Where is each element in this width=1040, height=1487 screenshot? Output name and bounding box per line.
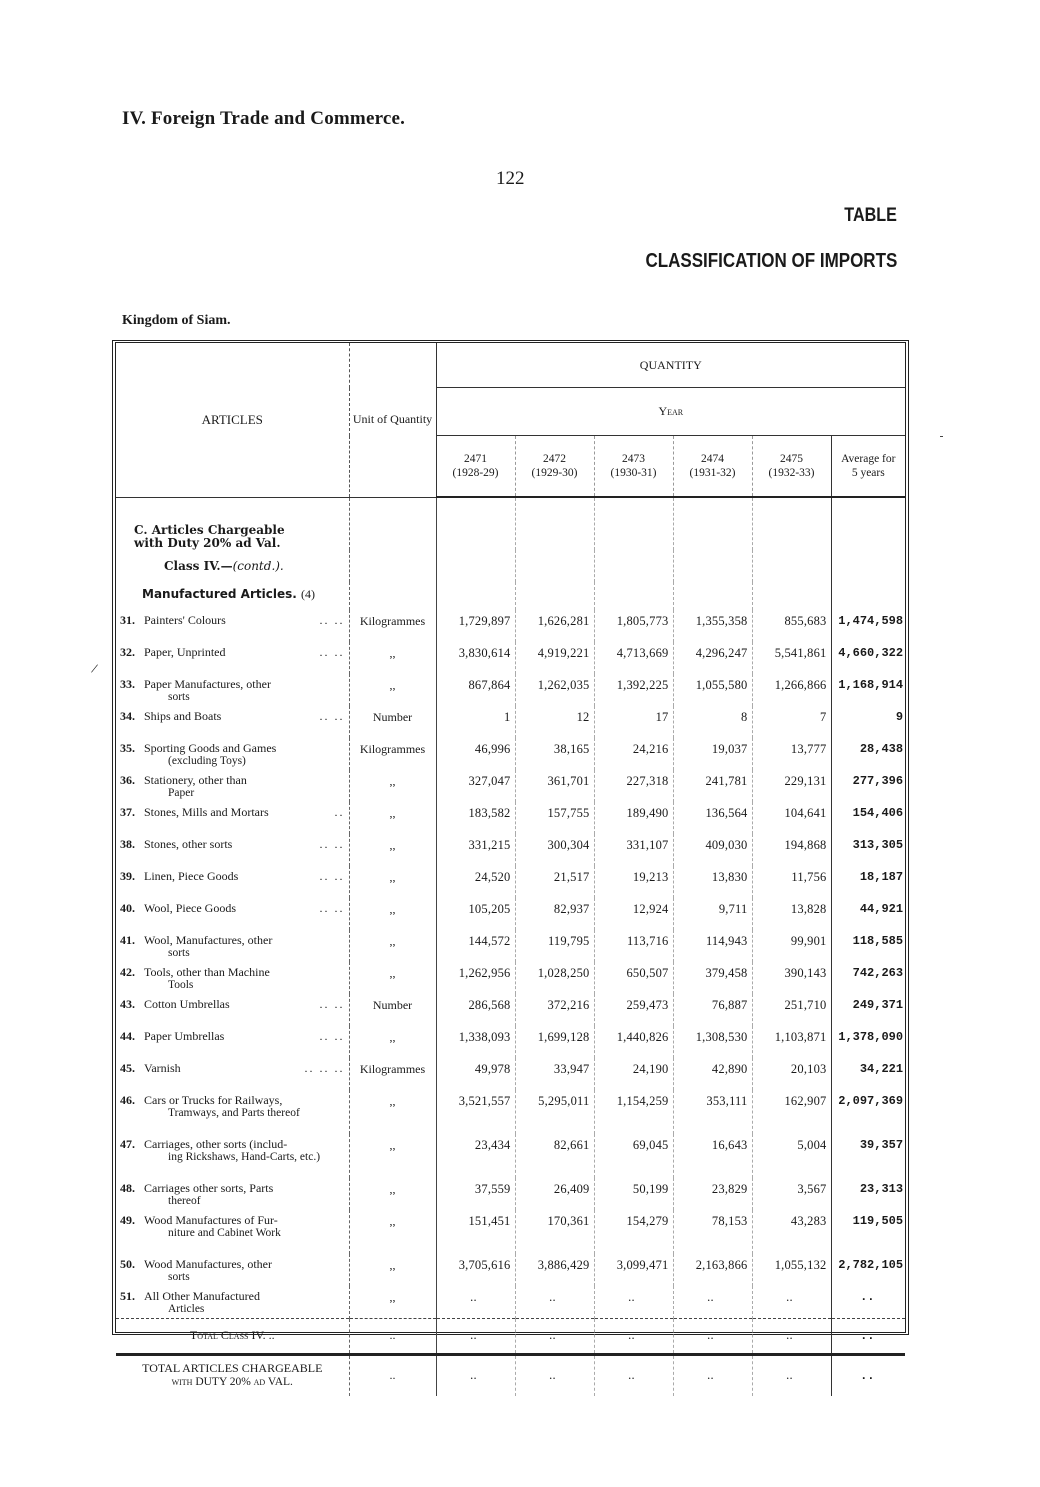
margin-speck — [940, 436, 943, 437]
average-cell: 39,357 — [831, 1134, 905, 1178]
quantity-cell: 17 — [594, 706, 673, 738]
article-name: Cars or Trucks for Railways, — [144, 1092, 283, 1107]
unit-cell: ,, — [349, 1210, 436, 1254]
article-name: Paper Umbrellas — [144, 1028, 225, 1043]
quantity-cell: 361,701 — [515, 770, 594, 802]
leader-dots: .. — [334, 804, 345, 819]
quantity-cell: 50,199 — [594, 1178, 673, 1210]
quantity-cell: 19,213 — [594, 866, 673, 898]
article-cell — [116, 706, 349, 738]
article-cell — [116, 738, 349, 770]
unit-cell: ,, — [349, 642, 436, 674]
leader-dots: .. .. — [319, 708, 345, 723]
unit-cell: ,, — [349, 1090, 436, 1134]
quantity-cell: 241,781 — [673, 770, 752, 802]
table-row — [116, 674, 905, 706]
article-number: 51. — [120, 1288, 135, 1303]
article-cell — [116, 610, 349, 642]
table-row — [116, 1026, 905, 1058]
article-name: Paper, Unprinted — [144, 644, 226, 659]
grand-total-row — [116, 1354, 905, 1396]
quantity-cell: 13,830 — [673, 866, 752, 898]
quantity-cell: 104,641 — [752, 802, 831, 834]
quantity-cell: 3,886,429 — [515, 1254, 594, 1286]
article-number: 32. — [120, 644, 135, 659]
quantity-cell: 1,308,530 — [673, 1026, 752, 1058]
average-cell: 34,221 — [831, 1058, 905, 1090]
quantity-cell: 194,868 — [752, 834, 831, 866]
article-number: 34. — [120, 708, 135, 723]
quantity-cell: 99,901 — [752, 930, 831, 962]
quantity-cell: 43,283 — [752, 1210, 831, 1254]
average-cell: 23,313 — [831, 1178, 905, 1210]
table-row — [116, 610, 905, 642]
quantity-cell: 33,947 — [515, 1058, 594, 1090]
quantity-cell: 183,582 — [436, 802, 515, 834]
unit-cell: ,, — [349, 866, 436, 898]
quantity-cell: 300,304 — [515, 834, 594, 866]
quantity-cell: 13,777 — [752, 738, 831, 770]
quantity-cell: 114,943 — [673, 930, 752, 962]
quantity-cell: 3,705,616 — [436, 1254, 515, 1286]
quantity-cell: .. — [515, 1286, 594, 1319]
article-number: 39. — [120, 868, 135, 883]
quantity-cell: 1,055,132 — [752, 1254, 831, 1286]
quantity-cell: 38,165 — [515, 738, 594, 770]
table-row — [116, 770, 905, 802]
table-row — [116, 1058, 905, 1090]
article-name-continued: sorts — [168, 946, 190, 959]
total-class-value: .. — [436, 1318, 515, 1354]
article-cell — [116, 1134, 349, 1178]
quantity-cell: 1,262,956 — [436, 962, 515, 994]
article-name: Stones, Mills and Mortars — [144, 804, 269, 819]
unit-cell: ,, — [349, 770, 436, 802]
average-cell: 44,921 — [831, 898, 905, 930]
quantity-cell: 154,279 — [594, 1210, 673, 1254]
article-number: 38. — [120, 836, 135, 851]
quantity-cell: 170,361 — [515, 1210, 594, 1254]
average-cell: 1,474,598 — [831, 610, 905, 642]
article-cell — [116, 1058, 349, 1090]
article-name-continued: Paper — [168, 786, 195, 799]
quantity-cell: 20,103 — [752, 1058, 831, 1090]
quantity-cell: 867,864 — [436, 674, 515, 706]
leader-dots: .. .. — [319, 996, 345, 1011]
leader-dots: .. .. — [319, 1028, 345, 1043]
leader-dots: .. .. .. — [304, 1060, 345, 1075]
quantity-cell: 229,131 — [752, 770, 831, 802]
article-name: Varnish — [144, 1060, 181, 1075]
table-row — [116, 1254, 905, 1286]
quantity-cell: 189,490 — [594, 802, 673, 834]
article-number: 31. — [120, 612, 135, 627]
unit-cell: Kilogrammes — [349, 738, 436, 770]
quantity-cell: 4,296,247 — [673, 642, 752, 674]
quantity-cell: 227,318 — [594, 770, 673, 802]
article-number: 42. — [120, 964, 135, 979]
header-year-col: 2475 (1932-33) — [752, 436, 831, 498]
article-name: Wood Manufactures of Fur- — [144, 1212, 278, 1227]
quantity-cell: 4,919,221 — [515, 642, 594, 674]
quantity-cell: 3,521,557 — [436, 1090, 515, 1134]
leader-dots: .. .. — [319, 900, 345, 915]
article-cell — [116, 834, 349, 866]
article-name-continued: niture and Cabinet Work — [168, 1226, 281, 1239]
grand-total-value: .. — [673, 1354, 752, 1396]
header-articles: ARTICLES — [116, 343, 349, 497]
quantity-cell: 19,037 — [673, 738, 752, 770]
unit-cell: ,, — [349, 1026, 436, 1058]
quantity-cell: 82,937 — [515, 898, 594, 930]
quantity-cell: 1,262,035 — [515, 674, 594, 706]
quantity-cell: 144,572 — [436, 930, 515, 962]
quantity-cell: 82,661 — [515, 1134, 594, 1178]
quantity-cell: 251,710 — [752, 994, 831, 1026]
article-cell — [116, 962, 349, 994]
article-number: 33. — [120, 676, 135, 691]
class-heading: Class IV.—(contd.). — [116, 550, 349, 582]
average-cell: 2,097,369 — [831, 1090, 905, 1134]
average-cell: 313,305 — [831, 834, 905, 866]
quantity-cell: 42,890 — [673, 1058, 752, 1090]
article-name-continued: ing Rickshaws, Hand-Carts, etc.) — [168, 1150, 321, 1163]
header-average: Average for 5 years — [831, 436, 905, 498]
quantity-cell: 1,103,871 — [752, 1026, 831, 1058]
unit-cell: ,, — [349, 802, 436, 834]
region-label: Kingdom of Siam. — [122, 313, 231, 328]
article-name-continued: Tramways, and Parts thereof — [168, 1106, 300, 1119]
article-name: Sporting Goods and Games — [144, 740, 277, 755]
article-name: Carriages other sorts, Parts — [144, 1180, 274, 1195]
total-class-value: .. — [752, 1318, 831, 1354]
article-cell — [116, 770, 349, 802]
article-cell — [116, 1178, 349, 1210]
table-row — [116, 866, 905, 898]
header-year-col: 2472 (1929-30) — [515, 436, 594, 498]
quantity-cell: 162,907 — [752, 1090, 831, 1134]
average-cell: 9 — [831, 706, 905, 738]
quantity-cell: .. — [752, 1286, 831, 1319]
article-name: All Other Manufactured — [144, 1288, 260, 1303]
quantity-cell: 46,996 — [436, 738, 515, 770]
table-row — [116, 738, 905, 770]
quantity-cell: .. — [436, 1286, 515, 1319]
quantity-cell: 1,028,250 — [515, 962, 594, 994]
quantity-cell: 8 — [673, 706, 752, 738]
quantity-cell: 76,887 — [673, 994, 752, 1026]
quantity-cell: 372,216 — [515, 994, 594, 1026]
quantity-cell: 855,683 — [752, 610, 831, 642]
table-row — [116, 1210, 905, 1254]
section-title: IV. Foreign Trade and Commerce. — [122, 108, 406, 129]
imports-table — [116, 343, 905, 1396]
average-cell: 1,378,090 — [831, 1026, 905, 1058]
article-number: 49. — [120, 1212, 135, 1227]
leader-dots: .. .. — [319, 612, 345, 627]
table-row — [116, 706, 905, 738]
header-quantity: QUANTITY — [436, 343, 905, 388]
article-number: 37. — [120, 804, 135, 819]
table-row — [116, 898, 905, 930]
total-class-label: Total Class IV. .. — [116, 1318, 349, 1354]
article-name-continued: (excluding Toys) — [168, 754, 246, 767]
quantity-cell: 69,045 — [594, 1134, 673, 1178]
article-number: 36. — [120, 772, 135, 787]
unit-cell: Kilogrammes — [349, 610, 436, 642]
quantity-cell: 1,699,128 — [515, 1026, 594, 1058]
quantity-cell: 151,451 — [436, 1210, 515, 1254]
quantity-cell: 1,266,866 — [752, 674, 831, 706]
quantity-cell: 650,507 — [594, 962, 673, 994]
table-row — [116, 1090, 905, 1134]
article-name-continued: sorts — [168, 1270, 190, 1283]
quantity-cell: 37,559 — [436, 1178, 515, 1210]
grand-total-value: .. — [594, 1354, 673, 1396]
total-class-unit: .. — [349, 1318, 436, 1354]
article-cell — [116, 674, 349, 706]
article-number: 40. — [120, 900, 135, 915]
total-class-value: .. — [515, 1318, 594, 1354]
quantity-cell: 1,440,826 — [594, 1026, 673, 1058]
quantity-cell: 286,568 — [436, 994, 515, 1026]
quantity-cell: 1,805,773 — [594, 610, 673, 642]
header-unit-of-quantity: Unit of Quantity — [349, 343, 436, 497]
article-number: 48. — [120, 1180, 135, 1195]
margin-tick-mark: / — [89, 661, 99, 678]
average-cell: 119,505 — [831, 1210, 905, 1254]
average-cell: 154,406 — [831, 802, 905, 834]
quantity-cell: 1,626,281 — [515, 610, 594, 642]
quantity-cell: 5,541,861 — [752, 642, 831, 674]
quantity-cell: 1,355,358 — [673, 610, 752, 642]
quantity-cell: .. — [673, 1286, 752, 1319]
article-cell — [116, 642, 349, 674]
quantity-cell: 331,215 — [436, 834, 515, 866]
quantity-cell: 379,458 — [673, 962, 752, 994]
quantity-cell: 353,111 — [673, 1090, 752, 1134]
average-cell: 18,187 — [831, 866, 905, 898]
unit-cell: ,, — [349, 930, 436, 962]
quantity-cell: 1,154,259 — [594, 1090, 673, 1134]
quantity-cell: 24,190 — [594, 1058, 673, 1090]
unit-cell: Number — [349, 706, 436, 738]
grand-total-value: .. — [515, 1354, 594, 1396]
article-cell — [116, 1254, 349, 1286]
total-class-row — [116, 1318, 905, 1354]
table-row — [116, 962, 905, 994]
article-cell — [116, 898, 349, 930]
unit-cell: ,, — [349, 1178, 436, 1210]
table-row — [116, 994, 905, 1026]
subclass-heading: Manufactured Articles. (4) — [116, 582, 349, 610]
quantity-cell: 26,409 — [515, 1178, 594, 1210]
header-year-col: 2474 (1931-32) — [673, 436, 752, 498]
quantity-cell: 1,338,093 — [436, 1026, 515, 1058]
quantity-cell: 7 — [752, 706, 831, 738]
article-name-continued: thereof — [168, 1194, 201, 1207]
grand-total-label: TOTAL ARTICLES CHARGEABLE with DUTY 20% ad VAL. — [116, 1354, 349, 1396]
section-heading: C. Articles Chargeable with Duty 20% ad Val. — [116, 497, 349, 550]
table-caption: CLASSIFICATION OF IMPORTS — [645, 250, 897, 272]
article-name-continued: Articles — [168, 1302, 205, 1315]
article-cell — [116, 1026, 349, 1058]
quantity-cell: 49,978 — [436, 1058, 515, 1090]
quantity-cell: 136,564 — [673, 802, 752, 834]
average-cell: 2,782,105 — [831, 1254, 905, 1286]
article-cell — [116, 930, 349, 962]
quantity-cell: 2,163,866 — [673, 1254, 752, 1286]
imports-table-frame — [112, 340, 909, 1388]
quantity-cell: 23,829 — [673, 1178, 752, 1210]
article-name: Painters' Colours — [144, 612, 226, 627]
quantity-cell: 157,755 — [515, 802, 594, 834]
total-class-value: .. — [594, 1318, 673, 1354]
quantity-cell: 78,153 — [673, 1210, 752, 1254]
quantity-cell: 4,713,669 — [594, 642, 673, 674]
grand-total-average: .. — [831, 1354, 905, 1396]
quantity-cell: 1,055,580 — [673, 674, 752, 706]
average-cell: .. — [831, 1286, 905, 1319]
quantity-cell: 119,795 — [515, 930, 594, 962]
grand-total-value: .. — [752, 1354, 831, 1396]
article-name: Wool, Manufactures, other — [144, 932, 273, 947]
unit-cell: ,, — [349, 962, 436, 994]
average-cell: 1,168,914 — [831, 674, 905, 706]
article-name: Wood Manufactures, other — [144, 1256, 272, 1271]
table-row — [116, 1134, 905, 1178]
unit-cell: ,, — [349, 1134, 436, 1178]
quantity-cell: 21,517 — [515, 866, 594, 898]
article-cell — [116, 1090, 349, 1134]
header-year: Year — [436, 388, 905, 436]
table-row — [116, 1178, 905, 1210]
leader-dots: .. .. — [319, 644, 345, 659]
grand-total-value: .. — [436, 1354, 515, 1396]
article-cell — [116, 866, 349, 898]
quantity-cell: 3,099,471 — [594, 1254, 673, 1286]
article-name: Stones, other sorts — [144, 836, 233, 851]
leader-dots: .. .. — [319, 836, 345, 851]
quantity-cell: .. — [594, 1286, 673, 1319]
average-cell: 4,660,322 — [831, 642, 905, 674]
table-row — [116, 802, 905, 834]
unit-cell: Kilogrammes — [349, 1058, 436, 1090]
quantity-cell: 1,392,225 — [594, 674, 673, 706]
article-name-continued: sorts — [168, 690, 190, 703]
article-number: 45. — [120, 1060, 135, 1075]
total-class-average: .. — [831, 1318, 905, 1354]
article-name: Tools, other than Machine — [144, 964, 270, 979]
article-number: 44. — [120, 1028, 135, 1043]
quantity-cell: 3,567 — [752, 1178, 831, 1210]
quantity-cell: 1,729,897 — [436, 610, 515, 642]
article-name: Ships and Boats — [144, 708, 222, 723]
article-number: 50. — [120, 1256, 135, 1271]
article-name: Carriages, other sorts (includ- — [144, 1136, 288, 1151]
quantity-cell: 13,828 — [752, 898, 831, 930]
quantity-cell: 11,756 — [752, 866, 831, 898]
unit-cell: ,, — [349, 834, 436, 866]
article-number: 47. — [120, 1136, 135, 1151]
average-cell: 118,585 — [831, 930, 905, 962]
article-cell — [116, 802, 349, 834]
unit-cell: ,, — [349, 1286, 436, 1319]
average-cell: 249,371 — [831, 994, 905, 1026]
article-number: 46. — [120, 1092, 135, 1107]
grand-total-unit: .. — [349, 1354, 436, 1396]
unit-cell: Number — [349, 994, 436, 1026]
unit-cell: ,, — [349, 674, 436, 706]
quantity-cell: 5,004 — [752, 1134, 831, 1178]
article-name: Wool, Piece Goods — [144, 900, 237, 915]
article-name: Stationery, other than — [144, 772, 247, 787]
unit-cell: ,, — [349, 898, 436, 930]
article-name-continued: Tools — [168, 978, 194, 991]
header-year-col: 2473 (1930-31) — [594, 436, 673, 498]
table-label: TABLE — [844, 205, 897, 226]
leader-dots: .. .. — [319, 868, 345, 883]
quantity-cell: 24,520 — [436, 866, 515, 898]
quantity-cell: 327,047 — [436, 770, 515, 802]
article-name: Linen, Piece Goods — [144, 868, 239, 883]
average-cell: 277,396 — [831, 770, 905, 802]
quantity-cell: 105,205 — [436, 898, 515, 930]
quantity-cell: 12,924 — [594, 898, 673, 930]
quantity-cell: 24,216 — [594, 738, 673, 770]
table-row — [116, 1286, 905, 1319]
quantity-cell: 390,143 — [752, 962, 831, 994]
header-year-col: 2471 (1928-29) — [436, 436, 515, 498]
quantity-cell: 113,716 — [594, 930, 673, 962]
unit-cell: ,, — [349, 1254, 436, 1286]
average-cell: 28,438 — [831, 738, 905, 770]
article-cell — [116, 1210, 349, 1254]
quantity-cell: 23,434 — [436, 1134, 515, 1178]
quantity-cell: 16,643 — [673, 1134, 752, 1178]
article-number: 41. — [120, 932, 135, 947]
total-class-value: .. — [673, 1318, 752, 1354]
quantity-cell: 3,830,614 — [436, 642, 515, 674]
article-number: 35. — [120, 740, 135, 755]
quantity-cell: 331,107 — [594, 834, 673, 866]
table-row — [116, 642, 905, 674]
quantity-cell: 259,473 — [594, 994, 673, 1026]
article-name: Paper Manufactures, other — [144, 676, 271, 691]
page-number: 122 — [496, 168, 525, 189]
quantity-cell: 1 — [436, 706, 515, 738]
quantity-cell: 9,711 — [673, 898, 752, 930]
table-row — [116, 930, 905, 962]
quantity-cell: 5,295,011 — [515, 1090, 594, 1134]
article-cell — [116, 1286, 349, 1319]
table-row — [116, 834, 905, 866]
quantity-cell: 409,030 — [673, 834, 752, 866]
article-name: Cotton Umbrellas — [144, 996, 230, 1011]
average-cell: 742,263 — [831, 962, 905, 994]
article-cell — [116, 994, 349, 1026]
article-number: 43. — [120, 996, 135, 1011]
quantity-cell: 12 — [515, 706, 594, 738]
